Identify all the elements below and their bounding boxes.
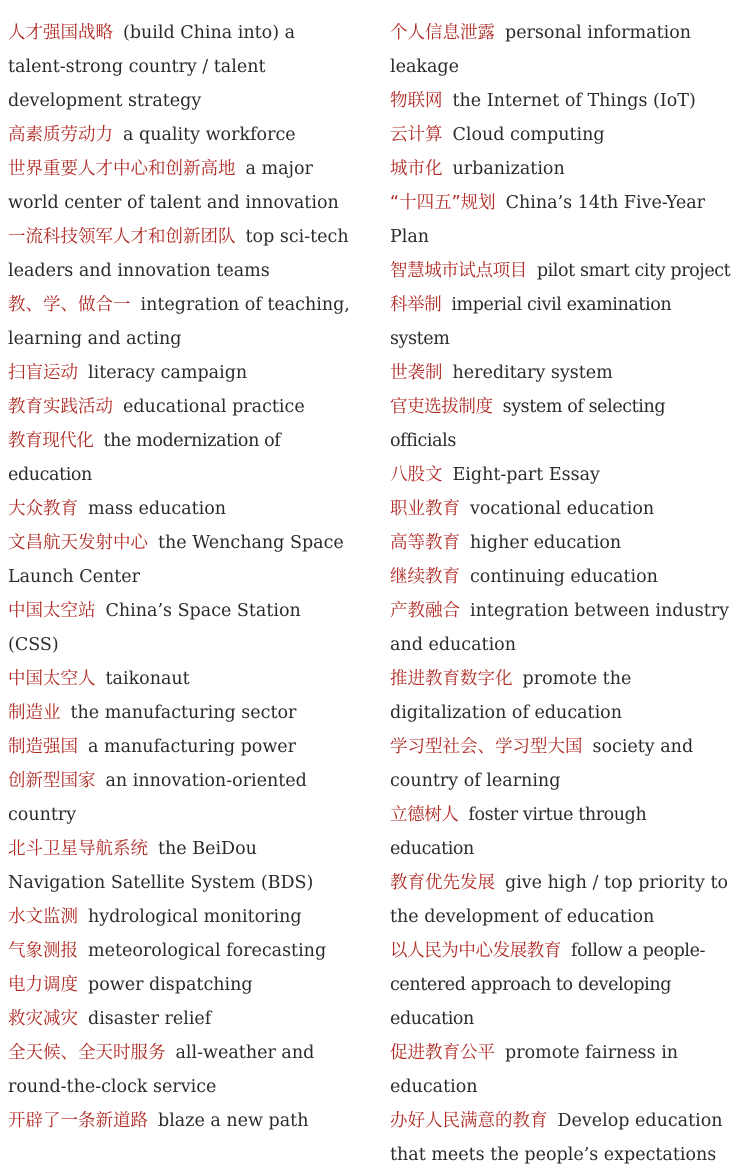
glossary-entry: [390, 492, 735, 526]
chinese-term: 教、学、做合一: [8, 295, 131, 315]
glossary-entry: [390, 798, 735, 866]
glossary-entry: [390, 152, 735, 186]
chinese-term: 全天候、全天时服务: [8, 1043, 166, 1063]
glossary-entry: [390, 526, 735, 560]
english-translation: continuing education: [470, 567, 658, 587]
glossary-entry: [8, 832, 356, 900]
english-translation: top sci-tech leaders and innovation teams: [8, 227, 349, 281]
english-translation: pilot smart city project: [536, 261, 731, 281]
chinese-term: 文昌航天发射中心: [8, 533, 148, 553]
chinese-term: 制造业: [8, 703, 61, 723]
glossary-entry: [390, 730, 735, 798]
chinese-term: 教育实践活动: [8, 397, 113, 417]
glossary-entry: [390, 458, 735, 492]
chinese-term: 八股文: [390, 465, 443, 485]
english-translation: vocational education: [470, 499, 655, 519]
glossary-entry: [8, 934, 356, 968]
chinese-term: 扫盲运动: [8, 363, 78, 383]
english-translation: follow a people-centered approach to developing education: [390, 941, 706, 1029]
english-translation: a major world center of talent and innovation: [8, 159, 339, 213]
chinese-term: 产教融合: [390, 601, 460, 621]
english-translation: give high / top priority to the development of education: [390, 873, 729, 927]
english-translation: power dispatching: [88, 975, 253, 995]
chinese-term: 世界重要人才中心和创新高地: [8, 159, 236, 179]
glossary-entry: [8, 1036, 356, 1104]
english-translation: the manufacturing sector: [70, 703, 297, 723]
english-translation: personal information leakage: [390, 23, 692, 77]
chinese-term: 高等教育: [390, 533, 460, 553]
glossary-entry: [390, 356, 735, 390]
english-translation: taikonaut: [105, 669, 190, 689]
glossary-entry: [390, 84, 735, 118]
glossary-entry: [8, 594, 356, 662]
chinese-term: 高素质劳动力: [8, 125, 113, 145]
glossary-right-column: [390, 16, 735, 1172]
chinese-term: 中国太空人: [8, 669, 96, 689]
chinese-term: 大众教育: [8, 499, 78, 519]
english-translation: the BeiDou Navigation Satellite System (BDS): [8, 839, 314, 893]
english-translation: integration of teaching, learning and acting: [8, 295, 350, 349]
chinese-term: 立德树人: [390, 805, 459, 825]
english-translation: educational practice: [123, 397, 305, 417]
english-translation: system of selecting officials: [390, 397, 666, 451]
english-translation: blaze a new path: [158, 1111, 309, 1131]
english-translation: promote the digitalization of education: [390, 669, 632, 723]
glossary-entry: [8, 220, 356, 288]
chinese-term: 教育优先发展: [390, 873, 495, 893]
glossary-entry: [8, 764, 356, 832]
chinese-term: 以人民为中心发展教育: [390, 941, 561, 961]
glossary-entry: [8, 356, 356, 390]
chinese-term: 智慧城市试点项目: [390, 261, 527, 281]
english-translation: China’s Space Station (CSS): [8, 601, 301, 655]
chinese-term: 物联网: [390, 91, 443, 111]
chinese-term: 救灾减灾: [8, 1009, 78, 1029]
chinese-term: 人才强国战略: [8, 23, 113, 43]
chinese-term: 继续教育: [390, 567, 460, 587]
chinese-term: 开辟了一条新道路: [8, 1111, 148, 1131]
chinese-term: 个人信息泄露: [390, 23, 495, 43]
english-translation: China’s 14th Five-Year Plan: [390, 193, 706, 247]
glossary-entry: [390, 934, 735, 1036]
glossary-entry: [8, 424, 356, 492]
glossary-entry: [8, 662, 356, 696]
chinese-term: 城市化: [390, 159, 443, 179]
english-translation: Eight-part Essay: [452, 465, 600, 485]
chinese-term: 科举制: [390, 295, 442, 315]
chinese-term: 推进教育数字化: [390, 669, 513, 689]
glossary-entry: [390, 288, 735, 356]
chinese-term: 学习型社会、学习型大国: [390, 737, 583, 757]
english-translation: urbanization: [452, 159, 565, 179]
glossary-entry: [390, 1104, 735, 1172]
chinese-term: 制造强国: [8, 737, 78, 757]
glossary-entry: [390, 186, 735, 254]
chinese-term: 北斗卫星导航系统: [8, 839, 148, 859]
english-translation: the Wenchang Space Launch Center: [8, 533, 344, 587]
glossary-entry: [390, 866, 735, 934]
english-translation: promote fairness in education: [390, 1043, 679, 1097]
chinese-term: 办好人民满意的教育: [390, 1111, 548, 1131]
chinese-term: 官吏选拔制度: [390, 397, 493, 417]
glossary-entry: [8, 1002, 356, 1036]
glossary-entry: [8, 16, 356, 118]
glossary-entry: [8, 288, 356, 356]
chinese-term: 水文监测: [8, 907, 78, 927]
glossary-entry: [8, 696, 356, 730]
english-translation: Develop education that meets the people’s expectations: [390, 1111, 723, 1165]
english-translation: society and country of learning: [390, 737, 694, 791]
glossary-entry: [390, 118, 735, 152]
glossary-entry: [8, 900, 356, 934]
english-translation: hydrological monitoring: [88, 907, 302, 927]
glossary-entry: [8, 730, 356, 764]
english-translation: imperial civil examination system: [390, 295, 672, 349]
chinese-term: “十四五”规划: [390, 193, 496, 213]
glossary-entry: [8, 492, 356, 526]
english-translation: the Internet of Things (IoT): [452, 91, 696, 111]
chinese-term: 中国太空站: [8, 601, 96, 621]
chinese-term: 教育现代化: [8, 431, 94, 451]
glossary-entry: [8, 390, 356, 424]
english-translation: hereditary system: [452, 363, 613, 383]
glossary-entry: [8, 118, 356, 152]
glossary-entry: [8, 1104, 356, 1138]
chinese-term: 职业教育: [390, 499, 460, 519]
glossary-entry: [8, 526, 356, 594]
chinese-term: 一流科技领军人才和创新团队: [8, 227, 236, 247]
chinese-term: 世袭制: [390, 363, 443, 383]
glossary-entry: [390, 1036, 735, 1104]
glossary-entry: [390, 560, 735, 594]
glossary-entry: [390, 662, 735, 730]
chinese-term: 云计算: [390, 125, 443, 145]
chinese-term: 促进教育公平: [390, 1043, 495, 1063]
english-translation: higher education: [470, 533, 622, 553]
glossary-entry: [390, 594, 735, 662]
glossary-entry: [390, 16, 735, 84]
english-translation: all-weather and round-the-clock service: [8, 1043, 315, 1097]
english-translation: literacy campaign: [88, 363, 248, 383]
english-translation: disaster relief: [88, 1009, 212, 1029]
glossary-entry: [8, 152, 356, 220]
english-translation: mass education: [88, 499, 227, 519]
english-translation: a manufacturing power: [88, 737, 297, 757]
glossary-entry: [390, 254, 735, 288]
glossary-entry: [8, 968, 356, 1002]
english-translation: meteorological forecasting: [88, 941, 327, 961]
english-translation: an innovation-oriented country: [8, 771, 307, 825]
glossary-left-column: [8, 16, 356, 1138]
english-translation: integration between industry and education: [390, 601, 729, 655]
english-translation: foster virtue through education: [390, 805, 647, 859]
english-translation: the modernization of education: [8, 431, 281, 485]
english-translation: a quality workforce: [123, 125, 296, 145]
chinese-term: 创新型国家: [8, 771, 96, 791]
english-translation: (build China into) a talent-strong country / talent development strategy: [8, 23, 296, 111]
chinese-term: 气象测报: [8, 941, 78, 961]
english-translation: Cloud computing: [452, 125, 605, 145]
glossary-entry: [390, 390, 735, 458]
chinese-term: 电力调度: [8, 975, 78, 995]
